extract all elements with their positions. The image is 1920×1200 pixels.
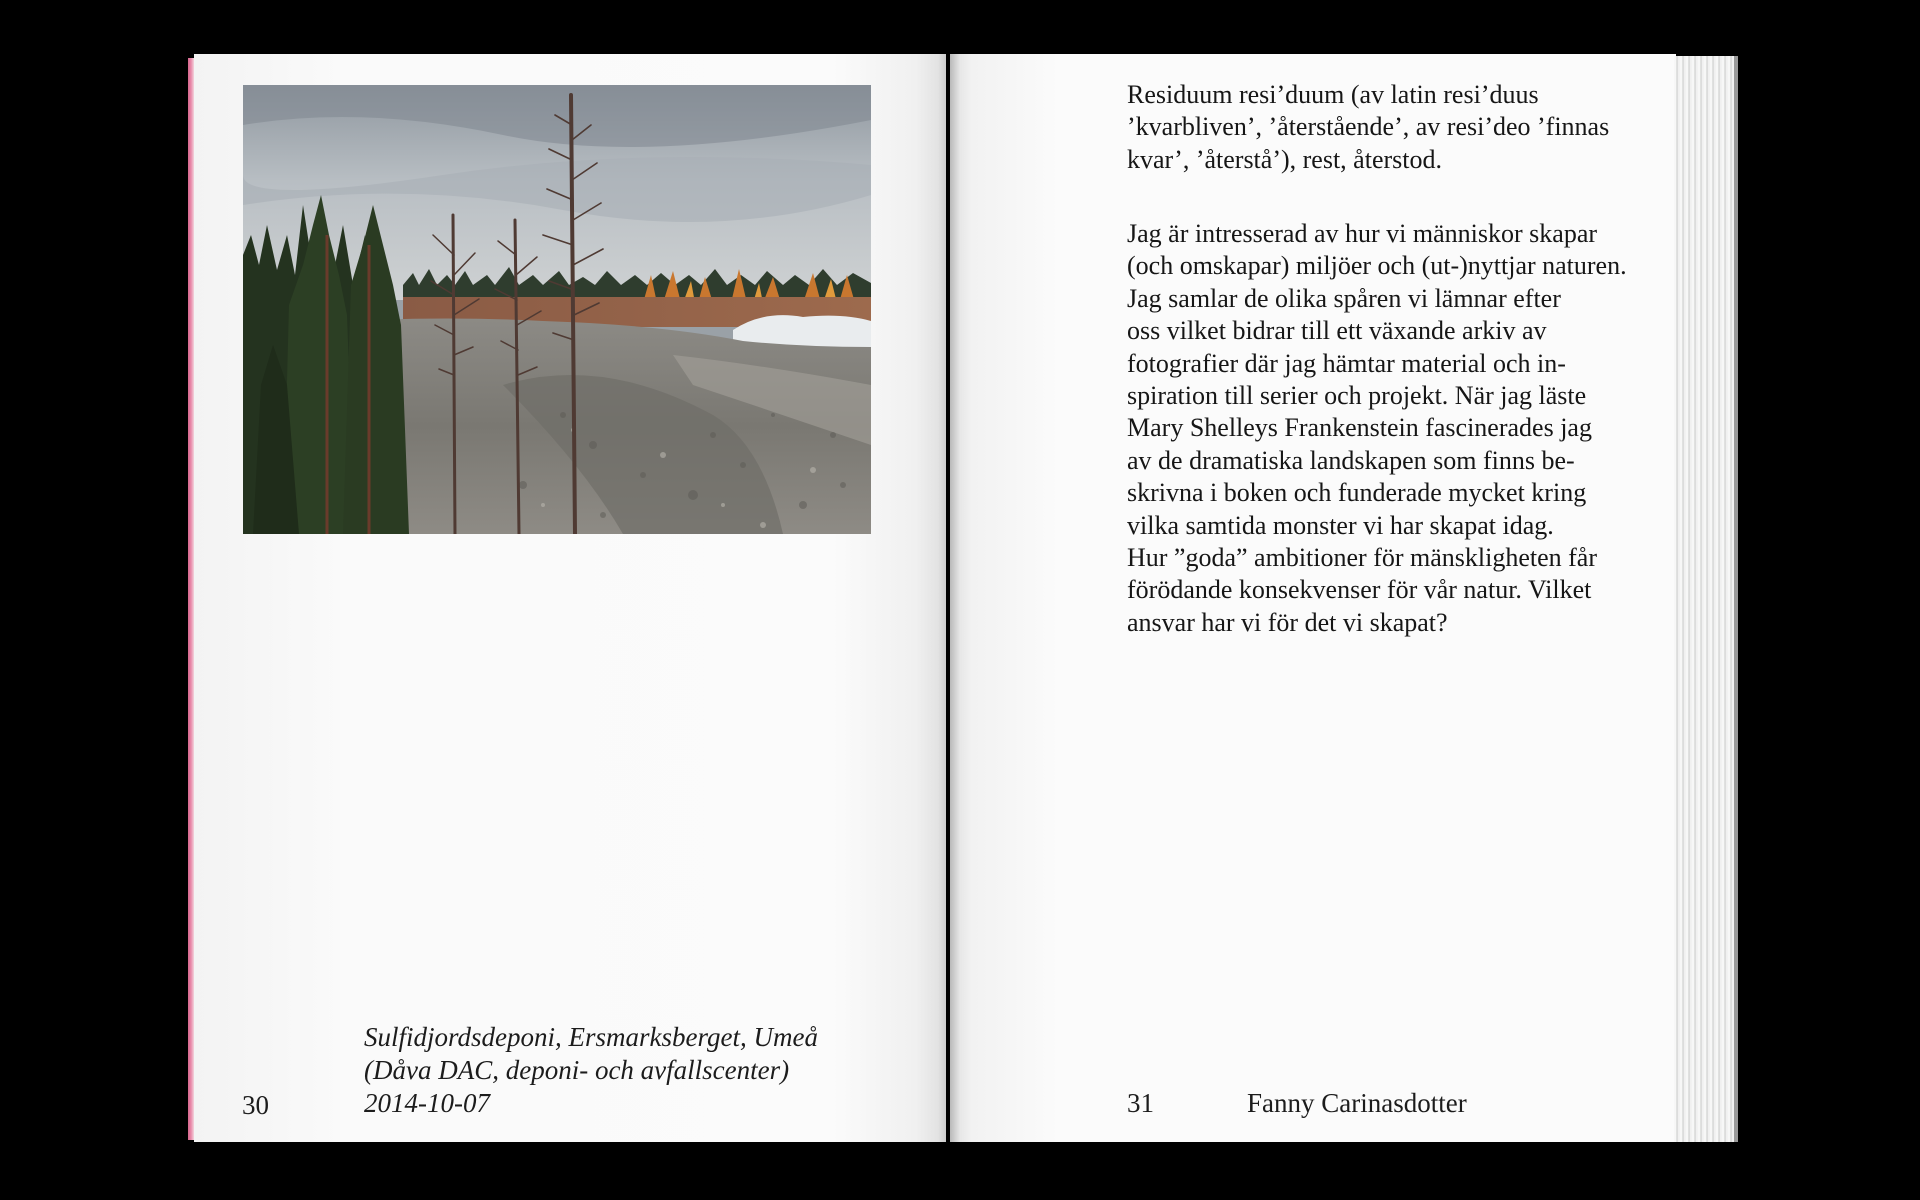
body-line: av de dramatiska landskapen som finns be- bbox=[1127, 445, 1575, 475]
body-line: ansvar har vi för det vi skapat? bbox=[1127, 607, 1448, 637]
body-line: vilka samtida monster vi har skapat idag. bbox=[1127, 510, 1554, 540]
caption-site: (Dåva DAC, deponi- och avfallscenter) bbox=[364, 1055, 790, 1085]
body-line: oss vilket bidrar till ett växande arkiv av bbox=[1127, 316, 1547, 346]
body-line: Mary Shelleys Frankenstein fascinerades jag bbox=[1127, 413, 1592, 443]
body-line: Jag samlar de olika spåren vi lämnar efter bbox=[1127, 283, 1561, 313]
body-line: Jag är intresserad av hur vi människor skapar bbox=[1127, 219, 1598, 248]
page-number-left: 30 bbox=[242, 1090, 269, 1120]
body-paragraph bbox=[1127, 218, 1667, 639]
landscape-photo-image bbox=[243, 85, 871, 534]
definition-line: kvar’, ’återstå’), rest, återstod. bbox=[1127, 144, 1442, 174]
caption-location: Sulfidjordsdeponi, Ersmarksberget, Umeå bbox=[364, 1022, 818, 1052]
definition-line: Residuum resi’duum (av latin resi’duus bbox=[1127, 80, 1539, 109]
definition-line: ’kvarbliven’, ’återstående’, av resi’deo ’finnas bbox=[1127, 112, 1610, 142]
body-line: fotografier där jag hämtar material och in- bbox=[1127, 348, 1566, 378]
author-name: Fanny Carinasdotter bbox=[1247, 1088, 1467, 1118]
body-line: spiration till serier och projekt. När jag läste bbox=[1127, 381, 1587, 411]
body-line: förödande konsekvenser för vår natur. Vilket bbox=[1127, 575, 1592, 605]
landscape-photo bbox=[243, 85, 871, 534]
body-line: (och omskapar) miljöer och (ut-)nyttjar naturen. bbox=[1127, 251, 1627, 281]
body-line: Hur ”goda” ambitioner för mänskligheten får bbox=[1127, 543, 1597, 573]
photo-caption bbox=[364, 1021, 884, 1120]
body-line: skrivna i boken och funderade mycket kring bbox=[1127, 478, 1587, 508]
definition-paragraph bbox=[1127, 79, 1667, 176]
caption-date: 2014-10-07 bbox=[364, 1088, 490, 1118]
page-number-right: 31 bbox=[1127, 1088, 1154, 1118]
book-gutter bbox=[938, 54, 960, 1142]
right-page-edge bbox=[1674, 56, 1738, 1142]
